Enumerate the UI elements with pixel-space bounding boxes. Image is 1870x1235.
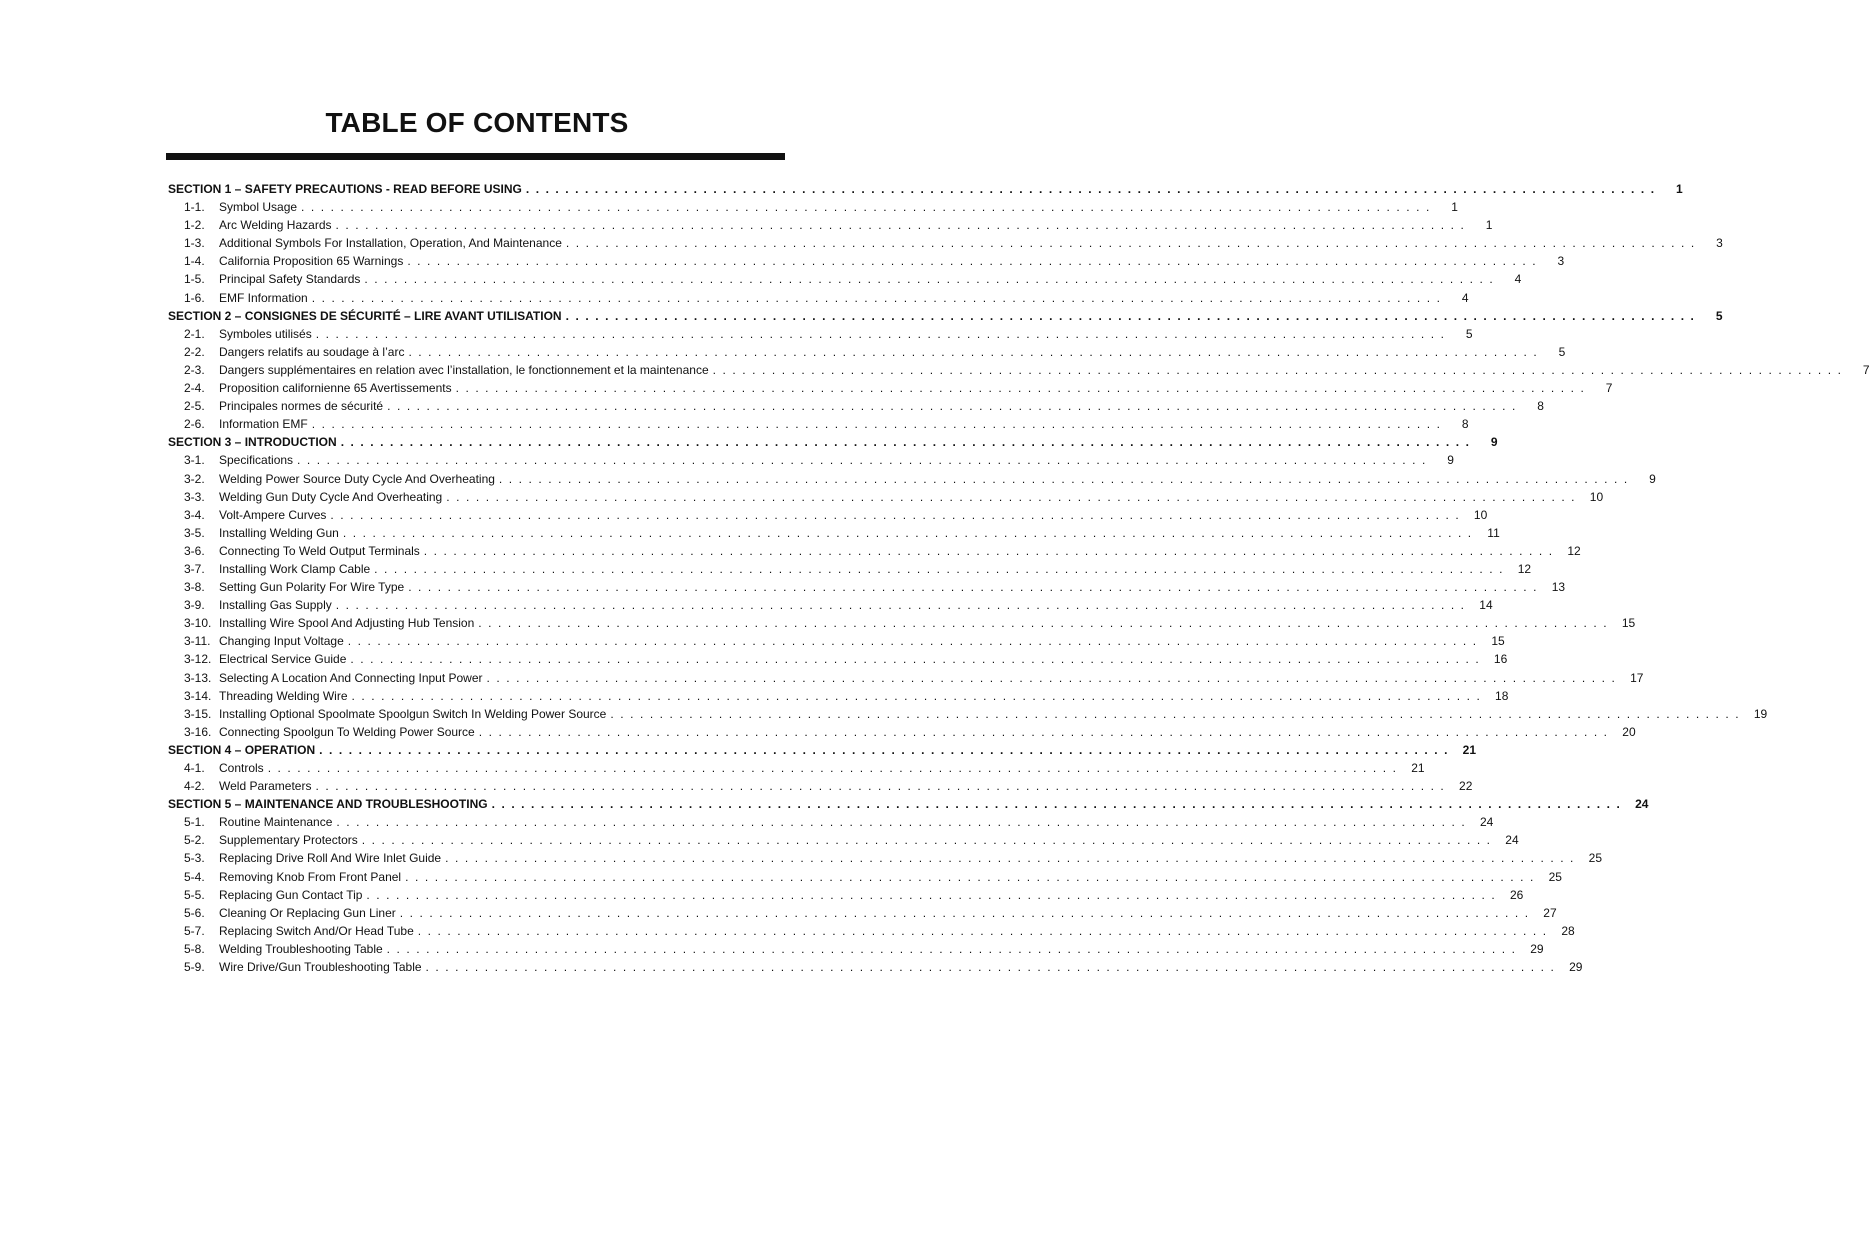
toc-item-title: Principales normes de sécurité xyxy=(219,399,384,414)
toc-item-title: Controls xyxy=(219,761,264,775)
toc-item-title: Installing Welding Gun xyxy=(219,525,339,540)
dot-leader: . . . . . . . . . . . . . . . . . . . . . . . . . . . . . . . . . . . . . . . . . . . . . . . . . . . . . . . . . . . . . . . . . . . . . . . . . . . . . . . . . . . . . . . . . . . . . . . . . . . . . . . . . . . . . . . . . . . xyxy=(387,399,1517,414)
toc-page-number: 4 xyxy=(1461,290,1469,305)
toc-item-row[interactable] xyxy=(168,705,1768,723)
toc-item-number: 2-4. xyxy=(184,381,205,396)
toc-item-number: 3-10. xyxy=(184,616,212,631)
toc-item-number: 3-6. xyxy=(184,543,205,558)
toc-item-row[interactable] xyxy=(168,940,1544,958)
toc-item-number: 3-16. xyxy=(184,724,212,739)
dot-leader: . . . . . . . . . . . . . . . . . . . . . . . . . . . . . . . . . . . . . . . . . . . . . . . . . . . . . . . . . . . . . . . . . . . . . . . . . . . . . . . . . . . . . . . . . . . . . . . . . . . . . . . . . . . . . . . . . . . xyxy=(297,453,1427,468)
toc-page-number: 7 xyxy=(1862,362,1870,377)
toc-item-number: 5-1. xyxy=(184,815,205,830)
toc-page-number: 7 xyxy=(1605,381,1613,396)
toc-item-row[interactable] xyxy=(168,415,1469,433)
dot-leader: . . . . . . . . . . . . . . . . . . . . . . . . . . . . . . . . . . . . . . . . . . . . . . . . . . . . . . . . . . . . . . . . . . . . . . . . . . . . . . . . . . . . . . . . . . . . . . . . . . . . . . . . . . . . . . . . . . . xyxy=(311,417,1442,432)
dot-leader: . . . . . . . . . . . . . . . . . . . . . . . . . . . . . . . . . . . . . . . . . . . . . . . . . . . . . . . . . . . . . . . . . . . . . . . . . . . . . . . . . . . . . . . . . . . . . . . . . . . . . . . . . . . . . . . . . . . xyxy=(301,200,1431,215)
toc-page-number: 17 xyxy=(1630,670,1644,685)
toc-item-title: Cleaning Or Replacing Gun Liner xyxy=(219,905,396,920)
toc-item-title: Principal Safety Standards xyxy=(219,272,361,287)
toc-item-row[interactable] xyxy=(168,252,1565,270)
toc-item-row[interactable] xyxy=(168,361,1870,379)
toc-item-title: Selecting A Location And Connecting Input Power xyxy=(219,670,483,685)
toc-item-number: 1-5. xyxy=(184,272,205,287)
toc-item-row[interactable] xyxy=(168,614,1636,632)
toc-item-row[interactable] xyxy=(168,886,1524,904)
dot-leader: . . . . . . . . . . . . . . . . . . . . . . . . . . . . . . . . . . . . . . . . . . . . . . . . . . . . . . . . . . . . . . . . . . . . . . . . . . . . . . . . . . . . . . . . . . . . . . . . . . . . . . . . . . . . . . . . . . . xyxy=(330,507,1461,522)
toc-item-row[interactable] xyxy=(168,849,1602,867)
dot-leader: . . . . . . . . . . . . . . . . . . . . . . . . . . . . . . . . . . . . . . . . . . . . . . . . . . . . . . . . . . . . . . . . . . . . . . . . . . . . . . . . . . . . . . . . . . . . . . . . . . . . . . . . . . . . . . . . . . . xyxy=(319,742,1450,757)
toc-item-number: 3-15. xyxy=(184,706,212,721)
toc-page-number: 4 xyxy=(1514,272,1522,287)
toc-page-number: 29 xyxy=(1530,941,1544,956)
toc-page-number: 9 xyxy=(1649,471,1656,486)
toc-item-number: 1-6. xyxy=(184,290,205,305)
dot-leader: . . . . . . . . . . . . . . . . . . . . . . . . . . . . . . . . . . . . . . . . . . . . . . . . . . . . . . . . . . . . . . . . . . . . . . . . . . . . . . . . . . . . . . . . . . . . . . . . . . . . . . . . . . . . . . . . . . . xyxy=(267,761,1398,775)
toc-page-number: 3 xyxy=(1716,236,1723,251)
toc-item-number: 2-2. xyxy=(184,344,205,359)
toc-item-number: 5-3. xyxy=(184,851,205,866)
toc-page-number: 15 xyxy=(1491,634,1505,649)
dot-leader: . . . . . . . . . . . . . . . . . . . . . . . . . . . . . . . . . . . . . . . . . . . . . . . . . . . . . . . . . . . . . . . . . . . . . . . . . . . . . . . . . . . . . . . . . . . . . . . . . . . . . . . . . . . . . . . . . . . xyxy=(351,688,1482,703)
dot-leader: . . . . . . . . . . . . . . . . . . . . . . . . . . . . . . . . . . . . . . . . . . . . . . . . . . . . . . . . . . . . . . . . . . . . . . . . . . . . . . . . . . . . . . . . . . . . . . . . . . . . . . . . . . . . . . . . . . . xyxy=(374,561,1505,576)
toc-item-row[interactable] xyxy=(168,723,1636,741)
toc-page-number: 14 xyxy=(1479,598,1493,613)
dot-leader: . . . . . . . . . . . . . . . . . . . . . . . . . . . . . . . . . . . . . . . . . . . . . . . . . . . . . . . . . . . . . . . . . . . . . . . . . . . . . . . . . . . . . . . . . . . . . . . . . . . . . . . . . . . . . . . . . . . xyxy=(315,779,1446,794)
toc-page-number: 1 xyxy=(1485,218,1493,233)
toc-page-number: 27 xyxy=(1543,905,1557,920)
toc-page-number: 25 xyxy=(1548,869,1562,884)
toc-page-number: 24 xyxy=(1505,833,1519,848)
toc-item-title: Replacing Switch And/Or Head Tube xyxy=(219,923,414,938)
toc-item-title: Removing Knob From Front Panel xyxy=(219,869,402,884)
toc-item-number: 4-1. xyxy=(184,761,205,775)
dot-leader: . . . . . . . . . . . . . . . . . . . . . . . . . . . . . . . . . . . . . . . . . . . . . . . . . . . . . . . . . . . . . . . . . . . . . . . . . . . . . . . . . . . . . . . . . . . . . . . . . . . . . . . . . . . . . . . . . . . xyxy=(408,580,1539,595)
dot-leader: . . . . . . . . . . . . . . . . . . . . . . . . . . . . . . . . . . . . . . . . . . . . . . . . . . . . . . . . . . . . . . . . . . . . . . . . . . . . . . . . . . . . . . . . . . . . . . . . . . . . . . . . . . . . . . . . . . . xyxy=(486,670,1617,685)
dot-leader: . . . . . . . . . . . . . . . . . . . . . . . . . . . . . . . . . . . . . . . . . . . . . . . . . . . . . . . . . . . . . . . . . . . . . . . . . . . . . . . . . . . . . . . . . . . . . . . . . . . . . . . . . . . . . . . . . . . xyxy=(350,652,1481,667)
toc-item-number: 3-9. xyxy=(184,598,205,613)
toc-item-title: Installing Work Clamp Cable xyxy=(219,561,371,576)
toc-page-number: 12 xyxy=(1567,543,1581,558)
toc-item-title: Connecting Spoolgun To Welding Power Source xyxy=(219,724,475,739)
toc-item-number: 4-2. xyxy=(184,779,205,794)
toc-item-row[interactable] xyxy=(168,470,1656,488)
toc-page-number: 8 xyxy=(1461,417,1469,432)
dot-leader: . . . . . . . . . . . . . . . . . . . . . . . . . . . . . . . . . . . . . . . . . . . . . . . . . . . . . . . . . . . . . . . . . . . . . . . . . . . . . . . . . . . . . . . . . . . . . . . . . . . . . . . . . . . . . . . . . . . xyxy=(491,797,1622,812)
toc-item-row[interactable] xyxy=(168,325,1473,343)
toc-page-number: 1 xyxy=(1451,200,1458,215)
toc-item-row[interactable] xyxy=(168,234,1723,252)
toc-item-row[interactable] xyxy=(168,289,1469,307)
title-rule xyxy=(166,153,785,160)
dot-leader: . . . . . . . . . . . . . . . . . . . . . . . . . . . . . . . . . . . . . . . . . . . . . . . . . . . . . . . . . . . . . . . . . . . . . . . . . . . . . . . . . . . . . . . . . . . . . . . . . . . . . . . . . . . . . . . . . . . xyxy=(408,344,1539,359)
toc-section-row[interactable] xyxy=(168,307,1723,325)
toc-item-number: 3-8. xyxy=(184,580,205,595)
dot-leader: . . . . . . . . . . . . . . . . . . . . . . . . . . . . . . . . . . . . . . . . . . . . . . . . . . . . . . . . . . . . . . . . . . . . . . . . . . . . . . . . . . . . . . . . . . . . . . . . . . . . . . . . . . . . . . . . . . . xyxy=(498,471,1629,486)
toc-item-number: 5-7. xyxy=(184,923,205,938)
toc-item-number: 5-9. xyxy=(184,960,205,975)
toc-item-row[interactable] xyxy=(168,813,1494,831)
toc-section-title: SECTION 4 – OPERATION xyxy=(168,742,316,757)
toc-item-title: Arc Welding Hazards xyxy=(219,218,332,233)
toc-section-title: SECTION 5 – MAINTENANCE AND TROUBLESHOOTING xyxy=(168,797,488,812)
toc-item-number: 5-8. xyxy=(184,941,205,956)
toc-section-row[interactable] xyxy=(168,180,1683,198)
toc-item-title: Connecting To Weld Output Terminals xyxy=(219,543,420,558)
toc-item-row[interactable] xyxy=(168,343,1566,361)
toc-item-row[interactable] xyxy=(168,958,1583,976)
toc-item-number: 3-5. xyxy=(184,525,205,540)
toc-item-title: Welding Power Source Duty Cycle And Overheating xyxy=(219,471,495,486)
toc-page-number: 8 xyxy=(1537,399,1544,414)
toc-item-row[interactable] xyxy=(168,542,1581,560)
toc-item-number: 3-1. xyxy=(184,453,205,468)
dot-leader: . . . . . . . . . . . . . . . . . . . . . . . . . . . . . . . . . . . . . . . . . . . . . . . . . . . . . . . . . . . . . . . . . . . . . . . . . . . . . . . . . . . . . . . . . . . . . . . . . . . . . . . . . . . . . . . . . . . xyxy=(712,362,1843,377)
dot-leader: . . . . . . . . . . . . . . . . . . . . . . . . . . . . . . . . . . . . . . . . . . . . . . . . . . . . . . . . . . . . . . . . . . . . . . . . . . . . . . . . . . . . . . . . . . . . . . . . . . . . . . . . . . . . . . . . . . . xyxy=(342,525,1473,540)
toc-item-number: 3-14. xyxy=(184,688,212,703)
toc-page-number: 13 xyxy=(1551,580,1566,595)
dot-leader: . . . . . . . . . . . . . . . . . . . . . . . . . . . . . . . . . . . . . . . . . . . . . . . . . . . . . . . . . . . . . . . . . . . . . . . . . . . . . . . . . . . . . . . . . . . . . . . . . . . . . . . . . . . . . . . . . . . xyxy=(417,923,1548,938)
toc-item-row[interactable] xyxy=(168,524,1500,542)
toc-page-number: 11 xyxy=(1487,525,1500,540)
toc-item-title: Installing Gas Supply xyxy=(219,598,332,613)
toc-item-title: California Proposition 65 Warnings xyxy=(219,254,404,269)
dot-leader: . . . . . . . . . . . . . . . . . . . . . . . . . . . . . . . . . . . . . . . . . . . . . . . . . . . . . . . . . . . . . . . . . . . . . . . . . . . . . . . . . . . . . . . . . . . . . . . . . . . . . . . . . . . . . . . . . . . xyxy=(565,308,1696,323)
toc-page-number: 24 xyxy=(1479,815,1494,830)
toc-page-number: 10 xyxy=(1473,507,1488,522)
toc-item-title: Symboles utilisés xyxy=(219,326,312,341)
toc-item-number: 2-1. xyxy=(184,326,205,341)
toc-page-number: 5 xyxy=(1715,308,1723,323)
dot-leader: . . . . . . . . . . . . . . . . . . . . . . . . . . . . . . . . . . . . . . . . . . . . . . . . . . . . . . . . . . . . . . . . . . . . . . . . . . . . . . . . . . . . . . . . . . . . . . . . . . . . . . . . . . . . . . . . . . . xyxy=(399,905,1530,920)
dot-leader: . . . . . . . . . . . . . . . . . . . . . . . . . . . . . . . . . . . . . . . . . . . . . . . . . . . . . . . . . . . . . . . . . . . . . . . . . . . . . . . . . . . . . . . . . . . . . . . . . . . . . . . . . . . . . . . . . . . xyxy=(425,960,1556,975)
toc-item-title: Routine Maintenance xyxy=(219,815,333,830)
toc-page-number: 21 xyxy=(1462,742,1477,757)
toc-item-number: 2-6. xyxy=(184,417,205,432)
toc-item-number: 5-2. xyxy=(184,833,205,848)
dot-leader: . . . . . . . . . . . . . . . . . . . . . . . . . . . . . . . . . . . . . . . . . . . . . . . . . . . . . . . . . . . . . . . . . . . . . . . . . . . . . . . . . . . . . . . . . . . . . . . . . . . . . . . . . . . . . . . . . . . xyxy=(446,489,1577,504)
dot-leader: . . . . . . . . . . . . . . . . . . . . . . . . . . . . . . . . . . . . . . . . . . . . . . . . . . . . . . . . . . . . . . . . . . . . . . . . . . . . . . . . . . . . . . . . . . . . . . . . . . . . . . . . . . . . . . . . . . . xyxy=(407,254,1538,269)
toc-item-title: Dangers supplémentaires en relation avec l’installation, le fonctionnement et la maintenance xyxy=(219,362,709,377)
toc-item-title: Supplementary Protectors xyxy=(219,833,358,848)
toc-item-title: Electrical Service Guide xyxy=(219,652,347,667)
toc-item-number: 1-4. xyxy=(184,254,205,269)
toc-item-number: 3-12. xyxy=(184,652,212,667)
toc-page-number: 29 xyxy=(1569,960,1583,975)
toc-section-row[interactable] xyxy=(168,795,1649,813)
toc-item-number: 3-3. xyxy=(184,489,205,504)
page-title: TABLE OF CONTENTS xyxy=(325,107,629,138)
toc-page-number: 1 xyxy=(1676,182,1683,196)
toc-page-number: 12 xyxy=(1517,561,1532,576)
toc-item-title: Specifications xyxy=(219,453,294,468)
toc-item-row[interactable] xyxy=(168,759,1425,777)
toc-item-row[interactable] xyxy=(168,397,1544,415)
toc-item-number: 1-1. xyxy=(184,200,205,215)
toc-item-row[interactable] xyxy=(168,650,1508,668)
toc-item-number: 1-2. xyxy=(184,218,205,233)
toc-page-number: 5 xyxy=(1558,344,1566,359)
dot-leader: . . . . . . . . . . . . . . . . . . . . . . . . . . . . . . . . . . . . . . . . . . . . . . . . . . . . . . . . . . . . . . . . . . . . . . . . . . . . . . . . . . . . . . . . . . . . . . . . . . . . . . . . . . . . . . . . . . . xyxy=(610,706,1741,721)
toc-item-title: Information EMF xyxy=(219,417,308,432)
toc-item-number: 2-5. xyxy=(184,399,205,414)
toc-item-row[interactable] xyxy=(168,777,1473,795)
toc-item-row[interactable] xyxy=(168,488,1604,506)
toc-item-row[interactable] xyxy=(168,270,1522,288)
dot-leader: . . . . . . . . . . . . . . . . . . . . . . . . . . . . . . . . . . . . . . . . . . . . . . . . . . . . . . . . . . . . . . . . . . . . . . . . . . . . . . . . . . . . . . . . . . . . . . . . . . . . . . . . . . . . . . . . . . . xyxy=(364,272,1495,287)
toc-item-title: EMF Information xyxy=(219,290,308,305)
toc-page-number: 9 xyxy=(1447,453,1454,468)
dot-leader: . . . . . . . . . . . . . . . . . . . . . . . . . . . . . . . . . . . . . . . . . . . . . . . . . . . . . . . . . . . . . . . . . . . . . . . . . . . . . . . . . . . . . . . . . . . . . . . . . . . . . . . . . . . . . . . . . . . xyxy=(311,290,1442,305)
dot-leader: . . . . . . . . . . . . . . . . . . . . . . . . . . . . . . . . . . . . . . . . . . . . . . . . . . . . . . . . . . . . . . . . . . . . . . . . . . . . . . . . . . . . . . . . . . . . . . . . . . . . . . . . . . . . . . . . . . . xyxy=(366,887,1497,902)
dot-leader: . . . . . . . . . . . . . . . . . . . . . . . . . . . . . . . . . . . . . . . . . . . . . . . . . . . . . . . . . . . . . . . . . . . . . . . . . . . . . . . . . . . . . . . . . . . . . . . . . . . . . . . . . . . . . . . . . . . xyxy=(445,851,1575,866)
dot-leader: . . . . . . . . . . . . . . . . . . . . . . . . . . . . . . . . . . . . . . . . . . . . . . . . . . . . . . . . . . . . . . . . . . . . . . . . . . . . . . . . . . . . . . . . . . . . . . . . . . . . . . . . . . . . . . . . . . . xyxy=(525,182,1656,196)
dot-leader: . . . . . . . . . . . . . . . . . . . . . . . . . . . . . . . . . . . . . . . . . . . . . . . . . . . . . . . . . . . . . . . . . . . . . . . . . . . . . . . . . . . . . . . . . . . . . . . . . . . . . . . . . . . . . . . . . . . xyxy=(347,634,1478,649)
toc-item-title: Welding Gun Duty Cycle And Overheating xyxy=(219,489,443,504)
toc-item-number: 2-3. xyxy=(184,362,205,377)
toc-section-row[interactable] xyxy=(168,433,1498,451)
toc-item-title: Proposition californienne 65 Avertissements xyxy=(219,381,452,396)
toc-item-title: Setting Gun Polarity For Wire Type xyxy=(219,580,405,595)
toc-item-title: Installing Wire Spool And Adjusting Hub Tension xyxy=(219,616,475,631)
toc-page-number: 20 xyxy=(1622,724,1636,739)
toc-page-number: 10 xyxy=(1589,489,1604,504)
toc-section-title: SECTION 2 – CONSIGNES DE SÉCURITÉ – LIRE AVANT UTILISATION xyxy=(168,308,562,323)
toc-page-number: 26 xyxy=(1509,887,1524,902)
toc-item-row[interactable] xyxy=(168,687,1509,705)
dot-leader: . . . . . . . . . . . . . . . . . . . . . . . . . . . . . . . . . . . . . . . . . . . . . . . . . . . . . . . . . . . . . . . . . . . . . . . . . . . . . . . . . . . . . . . . . . . . . . . . . . . . . . . . . . . . . . . . . . . xyxy=(335,218,1466,233)
dot-leader: . . . . . . . . . . . . . . . . . . . . . . . . . . . . . . . . . . . . . . . . . . . . . . . . . . . . . . . . . . . . . . . . . . . . . . . . . . . . . . . . . . . . . . . . . . . . . . . . . . . . . . . . . . . . . . . . . . . xyxy=(340,435,1471,450)
toc-page-number: 16 xyxy=(1493,652,1508,667)
toc-page-number: 24 xyxy=(1635,797,1649,812)
toc-section-title: SECTION 3 – INTRODUCTION xyxy=(168,435,337,450)
toc-item-title: Installing Optional Spoolmate Spoolgun Switch In Welding Power Source xyxy=(219,706,607,721)
toc-item-row[interactable] xyxy=(168,506,1488,524)
toc-item-number: 5-4. xyxy=(184,869,205,884)
dot-leader: . . . . . . . . . . . . . . . . . . . . . . . . . . . . . . . . . . . . . . . . . . . . . . . . . . . . . . . . . . . . . . . . . . . . . . . . . . . . . . . . . . . . . . . . . . . . . . . . . . . . . . . . . . . . . . . . . . . xyxy=(423,543,1554,558)
toc-item-number: 3-13. xyxy=(184,670,212,685)
dot-leader: . . . . . . . . . . . . . . . . . . . . . . . . . . . . . . . . . . . . . . . . . . . . . . . . . . . . . . . . . . . . . . . . . . . . . . . . . . . . . . . . . . . . . . . . . . . . . . . . . . . . . . . . . . . . . . . . . . . xyxy=(565,236,1696,251)
toc-item-number: 3-2. xyxy=(184,471,205,486)
dot-leader: . . . . . . . . . . . . . . . . . . . . . . . . . . . . . . . . . . . . . . . . . . . . . . . . . . . . . . . . . . . . . . . . . . . . . . . . . . . . . . . . . . . . . . . . . . . . . . . . . . . . . . . . . . . . . . . . . . . xyxy=(478,724,1609,739)
dot-leader: . . . . . . . . . . . . . . . . . . . . . . . . . . . . . . . . . . . . . . . . . . . . . . . . . . . . . . . . . . . . . . . . . . . . . . . . . . . . . . . . . . . . . . . . . . . . . . . . . . . . . . . . . . . . . . . . . . . xyxy=(386,941,1517,956)
toc-item-row[interactable] xyxy=(168,596,1493,614)
toc-item-number: 3-11. xyxy=(184,634,211,649)
toc-section-row[interactable] xyxy=(168,741,1477,759)
toc-item-number: 5-6. xyxy=(184,905,205,920)
dot-leader: . . . . . . . . . . . . . . . . . . . . . . . . . . . . . . . . . . . . . . . . . . . . . . . . . . . . . . . . . . . . . . . . . . . . . . . . . . . . . . . . . . . . . . . . . . . . . . . . . . . . . . . . . . . . . . . . . . . xyxy=(478,616,1609,631)
dot-leader: . . . . . . . . . . . . . . . . . . . . . . . . . . . . . . . . . . . . . . . . . . . . . . . . . . . . . . . . . . . . . . . . . . . . . . . . . . . . . . . . . . . . . . . . . . . . . . . . . . . . . . . . . . . . . . . . . . . xyxy=(336,815,1467,830)
toc-item-row[interactable] xyxy=(168,904,1557,922)
toc-item-title: Dangers relatifs au soudage à l’arc xyxy=(219,344,405,359)
toc-page-number: 18 xyxy=(1495,688,1509,703)
toc-item-title: Replacing Drive Roll And Wire Inlet Guide xyxy=(219,851,442,866)
toc-list xyxy=(168,180,1870,976)
toc-item-row[interactable] xyxy=(168,578,1566,596)
dot-leader: . . . . . . . . . . . . . . . . . . . . . . . . . . . . . . . . . . . . . . . . . . . . . . . . . . . . . . . . . . . . . . . . . . . . . . . . . . . . . . . . . . . . . . . . . . . . . . . . . . . . . . . . . . . . . . . . . . . xyxy=(361,833,1492,848)
toc-item-row[interactable] xyxy=(168,379,1613,397)
toc-item-title: Additional Symbols For Installation, Operation, And Maintenance xyxy=(219,236,562,251)
toc-page-number: 9 xyxy=(1490,435,1498,450)
toc-item-title: Threading Welding Wire xyxy=(219,688,348,703)
toc-item-row[interactable] xyxy=(168,632,1505,650)
toc-page-number: 15 xyxy=(1621,616,1636,631)
toc-item-title: Weld Parameters xyxy=(219,779,312,794)
toc-item-number: 3-4. xyxy=(184,507,205,522)
dot-leader: . . . . . . . . . . . . . . . . . . . . . . . . . . . . . . . . . . . . . . . . . . . . . . . . . . . . . . . . . . . . . . . . . . . . . . . . . . . . . . . . . . . . . . . . . . . . . . . . . . . . . . . . . . . . . . . . . . . xyxy=(335,598,1466,613)
toc-page-number: 28 xyxy=(1561,923,1575,938)
toc-item-row[interactable] xyxy=(168,216,1493,234)
toc-item-row[interactable] xyxy=(168,922,1575,940)
toc-section-title: SECTION 1 – SAFETY PRECAUTIONS - READ BEFORE USING xyxy=(168,182,522,196)
toc-item-row[interactable] xyxy=(168,560,1532,578)
toc-item-title: Replacing Gun Contact Tip xyxy=(219,887,363,902)
toc-item-title: Symbol Usage xyxy=(219,200,298,215)
toc-page-number: 3 xyxy=(1557,254,1565,269)
toc-page-number: 19 xyxy=(1753,706,1768,721)
toc-item-title: Volt-Ampere Curves xyxy=(219,507,327,522)
toc-item-number: 3-7. xyxy=(184,561,205,576)
dot-leader: . . . . . . . . . . . . . . . . . . . . . . . . . . . . . . . . . . . . . . . . . . . . . . . . . . . . . . . . . . . . . . . . . . . . . . . . . . . . . . . . . . . . . . . . . . . . . . . . . . . . . . . . . . . . . . . . . . . xyxy=(405,869,1535,884)
toc-item-row[interactable] xyxy=(168,451,1454,469)
toc-page-number: 22 xyxy=(1459,779,1473,794)
toc-item-title: Welding Troubleshooting Table xyxy=(219,941,383,956)
dot-leader: . . . . . . . . . . . . . . . . . . . . . . . . . . . . . . . . . . . . . . . . . . . . . . . . . . . . . . . . . . . . . . . . . . . . . . . . . . . . . . . . . . . . . . . . . . . . . . . . . . . . . . . . . . . . . . . . . . . xyxy=(315,326,1446,341)
toc-item-row[interactable] xyxy=(168,831,1519,849)
toc-item-row[interactable] xyxy=(168,868,1562,886)
toc-page-number: 25 xyxy=(1588,851,1602,866)
toc-item-number: 5-5. xyxy=(184,887,205,902)
toc-item-number: 1-3. xyxy=(184,236,205,251)
toc-item-row[interactable] xyxy=(168,198,1458,216)
toc-item-title: Changing Input Voltage xyxy=(219,634,344,649)
toc-item-title: Wire Drive/Gun Troubleshooting Table xyxy=(219,960,422,975)
dot-leader: . . . . . . . . . . . . . . . . . . . . . . . . . . . . . . . . . . . . . . . . . . . . . . . . . . . . . . . . . . . . . . . . . . . . . . . . . . . . . . . . . . . . . . . . . . . . . . . . . . . . . . . . . . . . . . . . . . . xyxy=(455,381,1586,396)
toc-item-row[interactable] xyxy=(168,669,1644,687)
toc-page-number: 5 xyxy=(1465,326,1473,341)
toc-page-number: 21 xyxy=(1411,761,1425,775)
